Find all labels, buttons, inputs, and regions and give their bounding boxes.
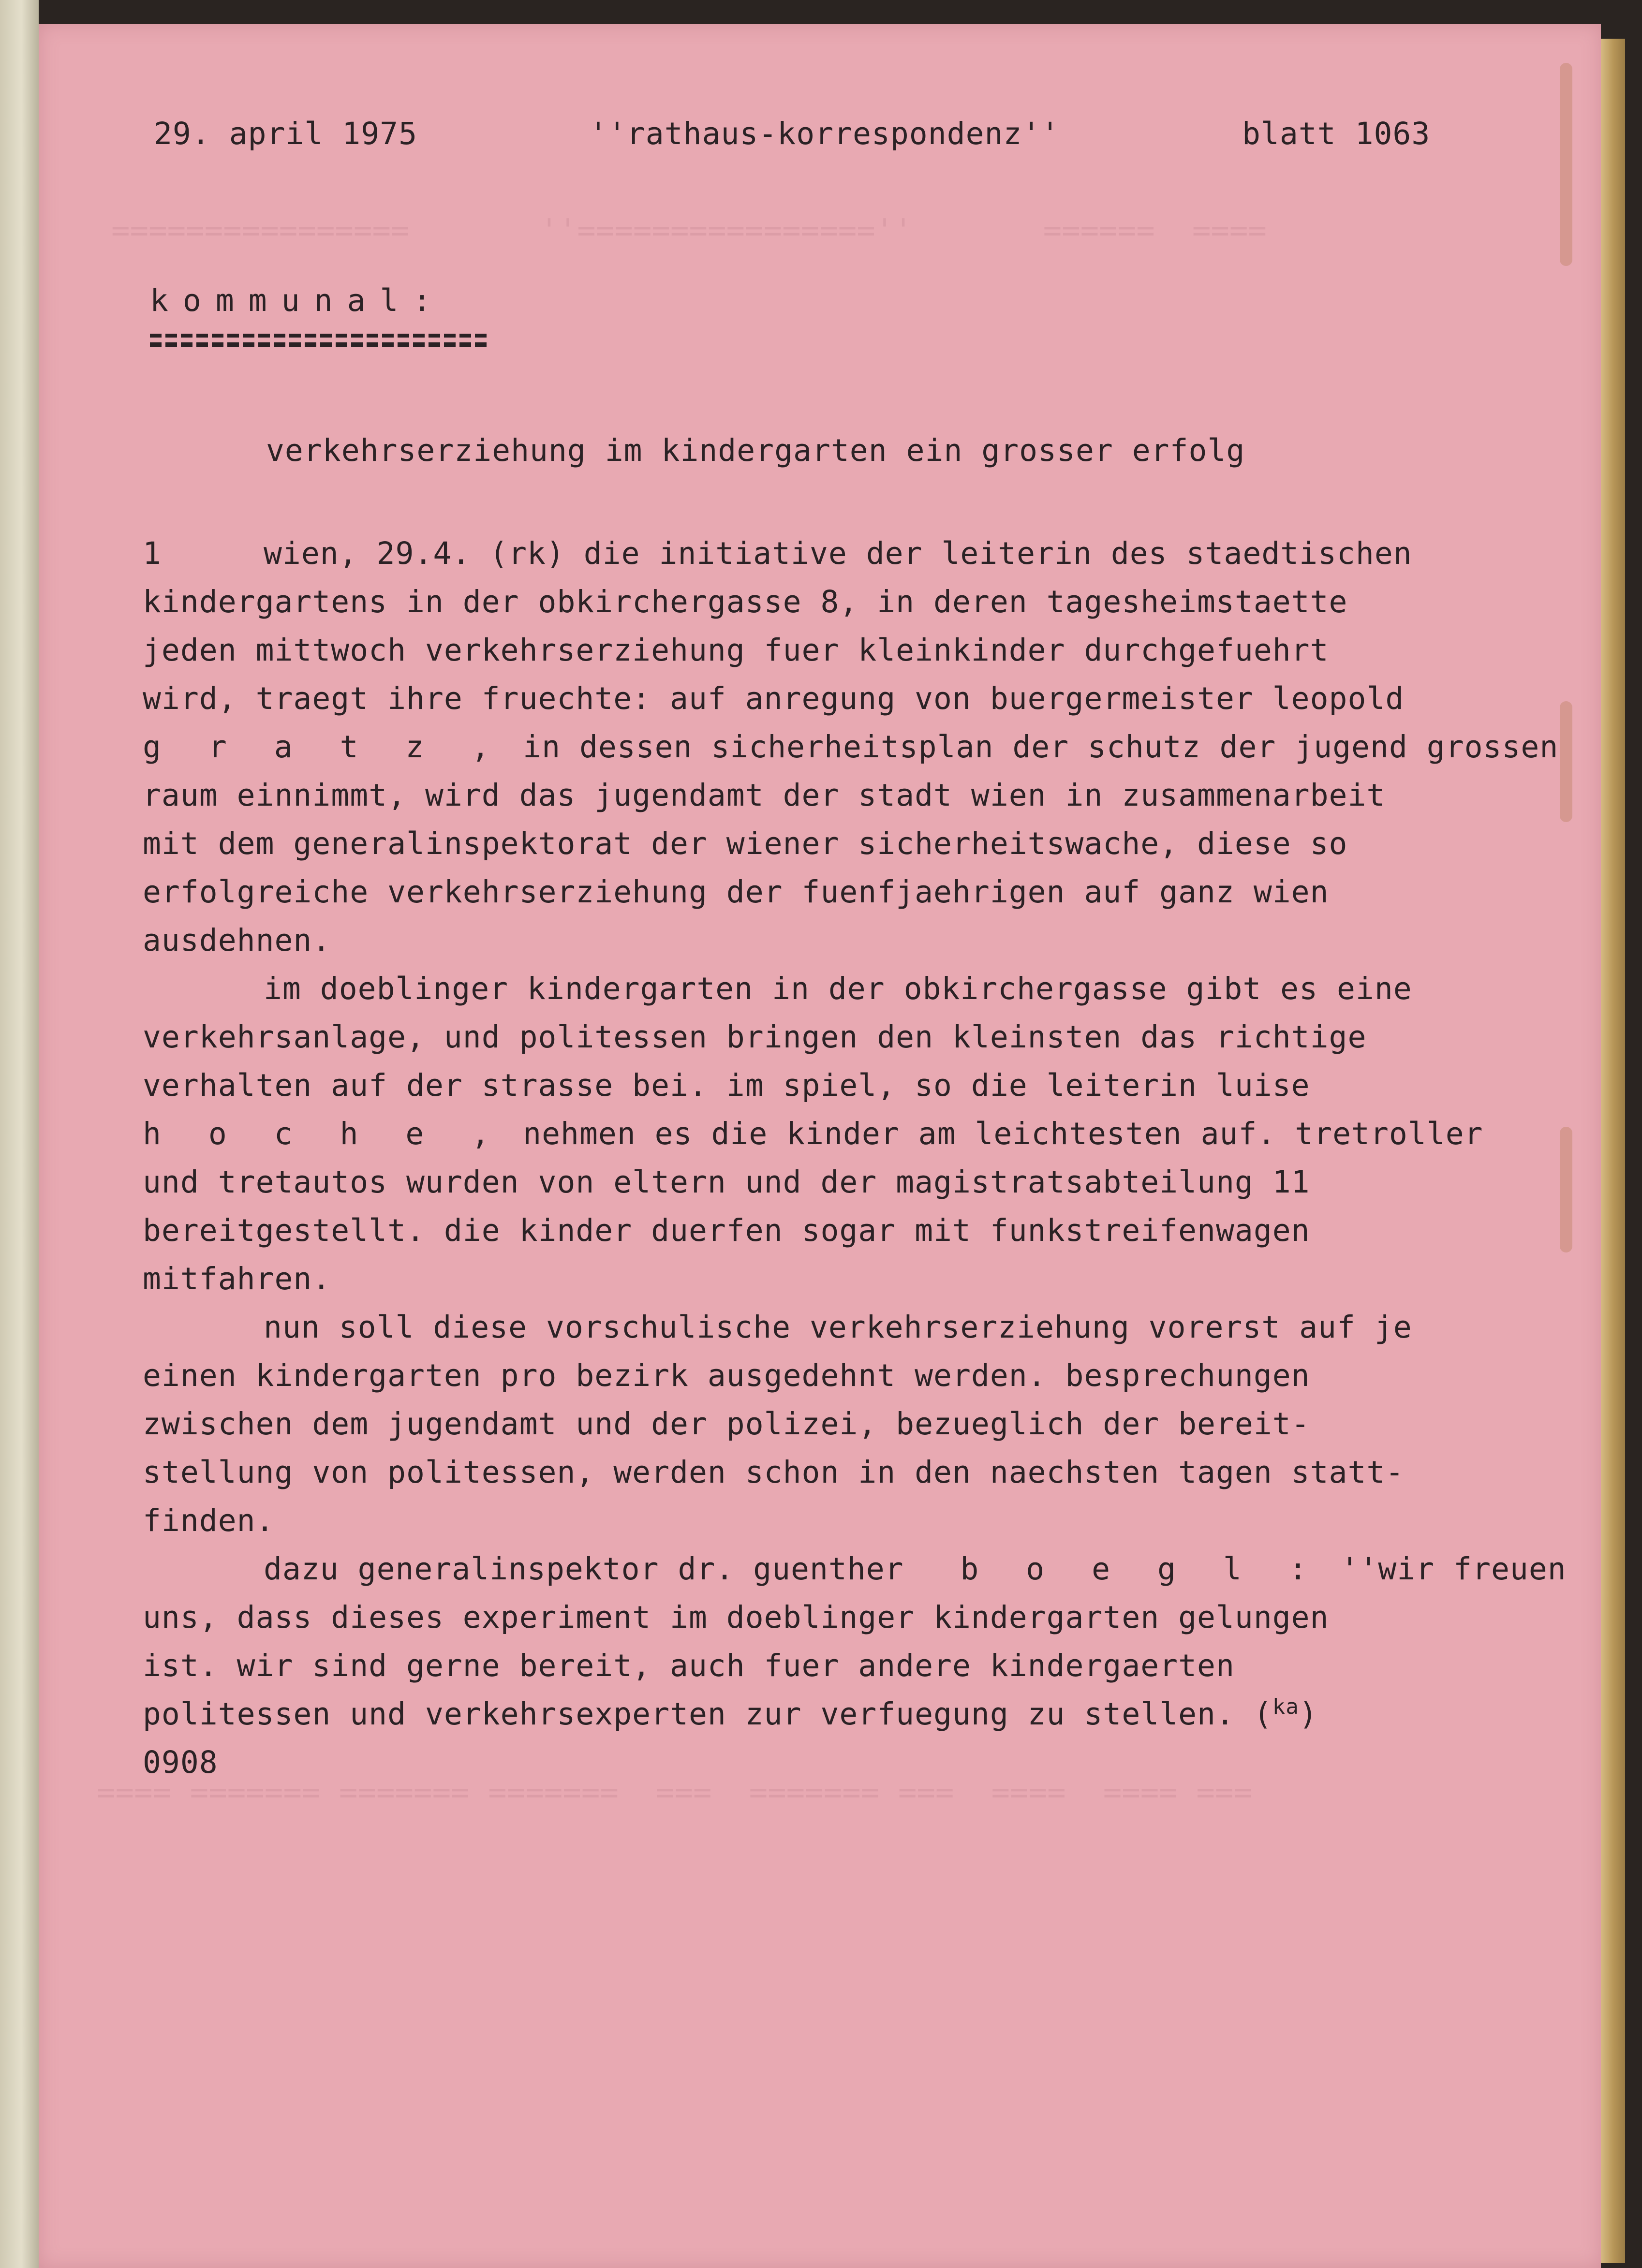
- body-line: ist. wir sind gerne bereit, auch fuer andere kindergaerten: [143, 1648, 1235, 1683]
- body-line: mitfahren.: [143, 1261, 331, 1296]
- body-line: und tretautos wurden von eltern und der magistratsabteilung 11: [143, 1164, 1310, 1200]
- page-header: [154, 116, 1508, 160]
- body-line: [143, 1690, 1584, 1738]
- body-line: nun soll diese vorschulische verkehrserziehung vorerst auf je: [264, 1310, 1412, 1345]
- body-line: erfolgreiche verkehrserziehung der fuenfjaehrigen auf ganz wien: [143, 874, 1329, 910]
- body-line: [143, 723, 1584, 771]
- body-line: stellung von politessen, werden schon in den naechsten tagen statt-: [143, 1455, 1405, 1490]
- body-line: kindergartens in der obkirchergasse 8, in deren tagesheimstaette: [143, 584, 1348, 619]
- dispatch-code: 0908: [143, 1745, 218, 1780]
- body-line: jeden mittwoch verkehrserziehung fuer kleinkinder durchgefuehrt: [143, 633, 1329, 668]
- body-line: einen kindergarten pro bezirk ausgedehnt werden. besprechungen: [143, 1358, 1310, 1393]
- body-line: im doeblinger kindergarten in der obkirchergasse gibt es eine: [264, 971, 1412, 1006]
- pink-sheet: [39, 24, 1601, 2268]
- body-line: wird, traegt ihre fruechte: auf anregung von buergermeister leopold: [143, 681, 1405, 716]
- bleed-through-text: ================ ''================'' ====== ====: [111, 213, 1267, 249]
- body-line: uns, dass dieses experiment im doeblinger kindergarten gelungen: [143, 1600, 1329, 1635]
- body-text: politessen und verkehrsexperten zur verfuegung zu stellen. (: [143, 1696, 1272, 1732]
- body-line: mit dem generalinspektorat der wiener sicherheitswache, diese so: [143, 826, 1348, 861]
- item-number: 1: [143, 536, 162, 571]
- body-line: [143, 530, 1584, 578]
- header-publication: ''rathaus-korrespondenz'': [589, 116, 1060, 151]
- body-line: [143, 1110, 1584, 1158]
- body-text: ): [1299, 1696, 1318, 1732]
- typewritten-page: [39, 24, 1601, 2268]
- header-date: 29. april 1975: [154, 116, 418, 151]
- body-line: verkehrsanlage, und politessen bringen den kleinsten das richtige: [143, 1019, 1367, 1055]
- section-underline: [150, 334, 488, 347]
- body-text: ''wir freuen: [1340, 1551, 1567, 1587]
- bleed-through-text: ==== ======= ======= ======= === ======= === ==== ==== ===: [97, 1775, 1252, 1811]
- body-text: in dessen sicherheitsplan der schutz der jugend grossen: [523, 729, 1559, 765]
- body-line: ausdehnen.: [143, 923, 331, 958]
- header-sheet-number: blatt 1063: [1242, 116, 1431, 151]
- body-line: zwischen dem jugendamt und der polizei, bezueglich der bereit-: [143, 1406, 1310, 1442]
- body-line: [143, 1545, 1584, 1593]
- article-title: verkehrserziehung im kindergarten ein grosser erfolg: [266, 433, 1245, 468]
- body-text: dazu generalinspektor dr. guenther: [264, 1551, 904, 1587]
- author-code: ka: [1272, 1694, 1299, 1719]
- body-line: bereitgestellt. die kinder duerfen sogar mit funkstreifenwagen: [143, 1213, 1310, 1248]
- body-text: nehmen es die kinder am leichtesten auf. tretroller: [523, 1116, 1483, 1151]
- article-body: [143, 530, 1584, 1787]
- body-line: raum einnimmt, wird das jugendamt der stadt wien in zusammenarbeit: [143, 778, 1386, 813]
- name-gratz: g r a t z ,: [143, 729, 504, 765]
- body-text: wien, 29.4. (rk) die initiative der leiterin des staedtischen: [264, 536, 1412, 571]
- body-line: finden.: [143, 1503, 275, 1538]
- section-label: kommunal:: [150, 283, 446, 318]
- body-line: verhalten auf der strasse bei. im spiel, so die leiterin luise: [143, 1068, 1310, 1103]
- name-boegl: b o e g l :: [960, 1551, 1322, 1587]
- left-page-edge: [0, 0, 39, 2268]
- name-hoche: h o c h e ,: [143, 1116, 504, 1151]
